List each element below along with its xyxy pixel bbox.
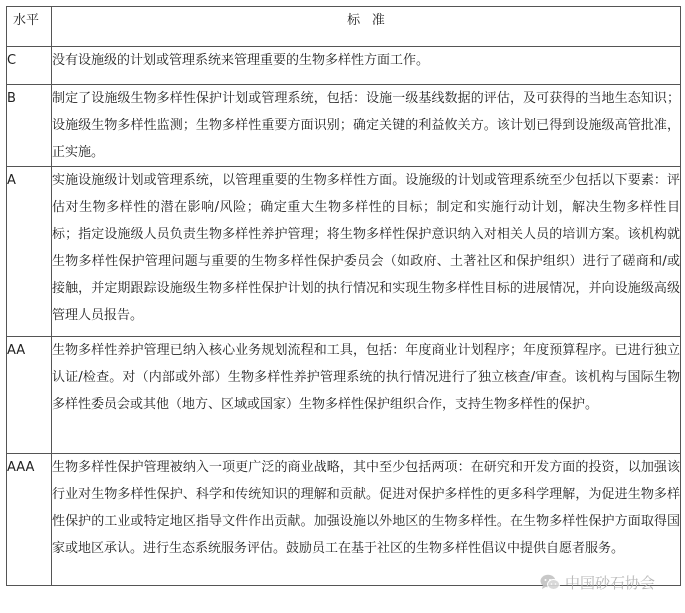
watermark-text: 中国砂石协会 (565, 574, 656, 592)
standard-cell: 实施设施级计划或管理系统，以管理重要的生物多样性方面。设施级的计划或管理系统至少包括以下要素：评估对生物多样性的潜在影响/风险；确定重大生物多样性的目标；制定和实施行动计划，解决生物多样性目标；指定设施级人员负责生物多样性养护管理；将生物多样性保护意识纳入对相关人员的培训方案。该机构就生物多样性保护管理问题与重要的生物多样性保护委员会（如政府、土著社区和保护组织）进行了磋商和/或接触，并定期跟踪设施级生物多样性保护计划的执行情况和实现生物多样性目标的进展情况，并向设施级高级管理人员报告。 (52, 167, 681, 337)
standards-table (6, 6, 681, 586)
standard-cell: 制定了设施级生物多样性保护计划或管理系统，包括：设施一级基线数据的评估，及可获得的当地生态知识；设施级生物多样性监测；生物多样性重要方面识别；确定关键的利益攸关方。该计划已得到设施级高管批准，正实施。 (52, 85, 681, 167)
standard-column-header: 标准 (52, 7, 681, 47)
standard-cell: 没有设施级的计划或管理系统来管理重要的生物多样性方面工作。 (52, 47, 681, 85)
level-cell: C (7, 47, 52, 85)
table-row-c (7, 47, 681, 85)
standard-cell: 生物多样性保护管理被纳入一项更广泛的商业战略，其中至少包括两项：在研究和开发方面的投资，以加强该行业对生物多样性保护、科学和传统知识的理解和贡献。促进对保护多样性的更多科学理解，为促进生物多样性保护的工业或特定地区指导文件作出贡献。加强设施以外地区的生物多样性。在生物多样性保护方面取得国家或地区承认。进行生态系统服务评估。鼓励员工在基于社区的生物多样性倡议中提供自愿者服务。 (52, 454, 681, 586)
table-row-aaa (7, 454, 681, 586)
standard-cell: 生物多样性养护管理已纳入核心业务规划流程和工具，包括：年度商业计划程序；年度预算程序。已进行独立认证/检查。对（内部或外部）生物多样性养护管理系统的执行情况进行了独立核查/审查。该机构与国际生物多样性委员会或其他（地方、区域或国家）生物多样性保护组织合作，支持生物多样性的保护。 (52, 337, 681, 454)
level-cell: AA (7, 337, 52, 454)
level-cell: AAA (7, 454, 52, 586)
level-column-header: 水平 (7, 7, 52, 47)
level-cell: B (7, 85, 52, 167)
table-header-row (7, 7, 681, 47)
table-row-b (7, 85, 681, 167)
table-row-a (7, 167, 681, 337)
table-row-aa (7, 337, 681, 454)
level-cell: A (7, 167, 52, 337)
